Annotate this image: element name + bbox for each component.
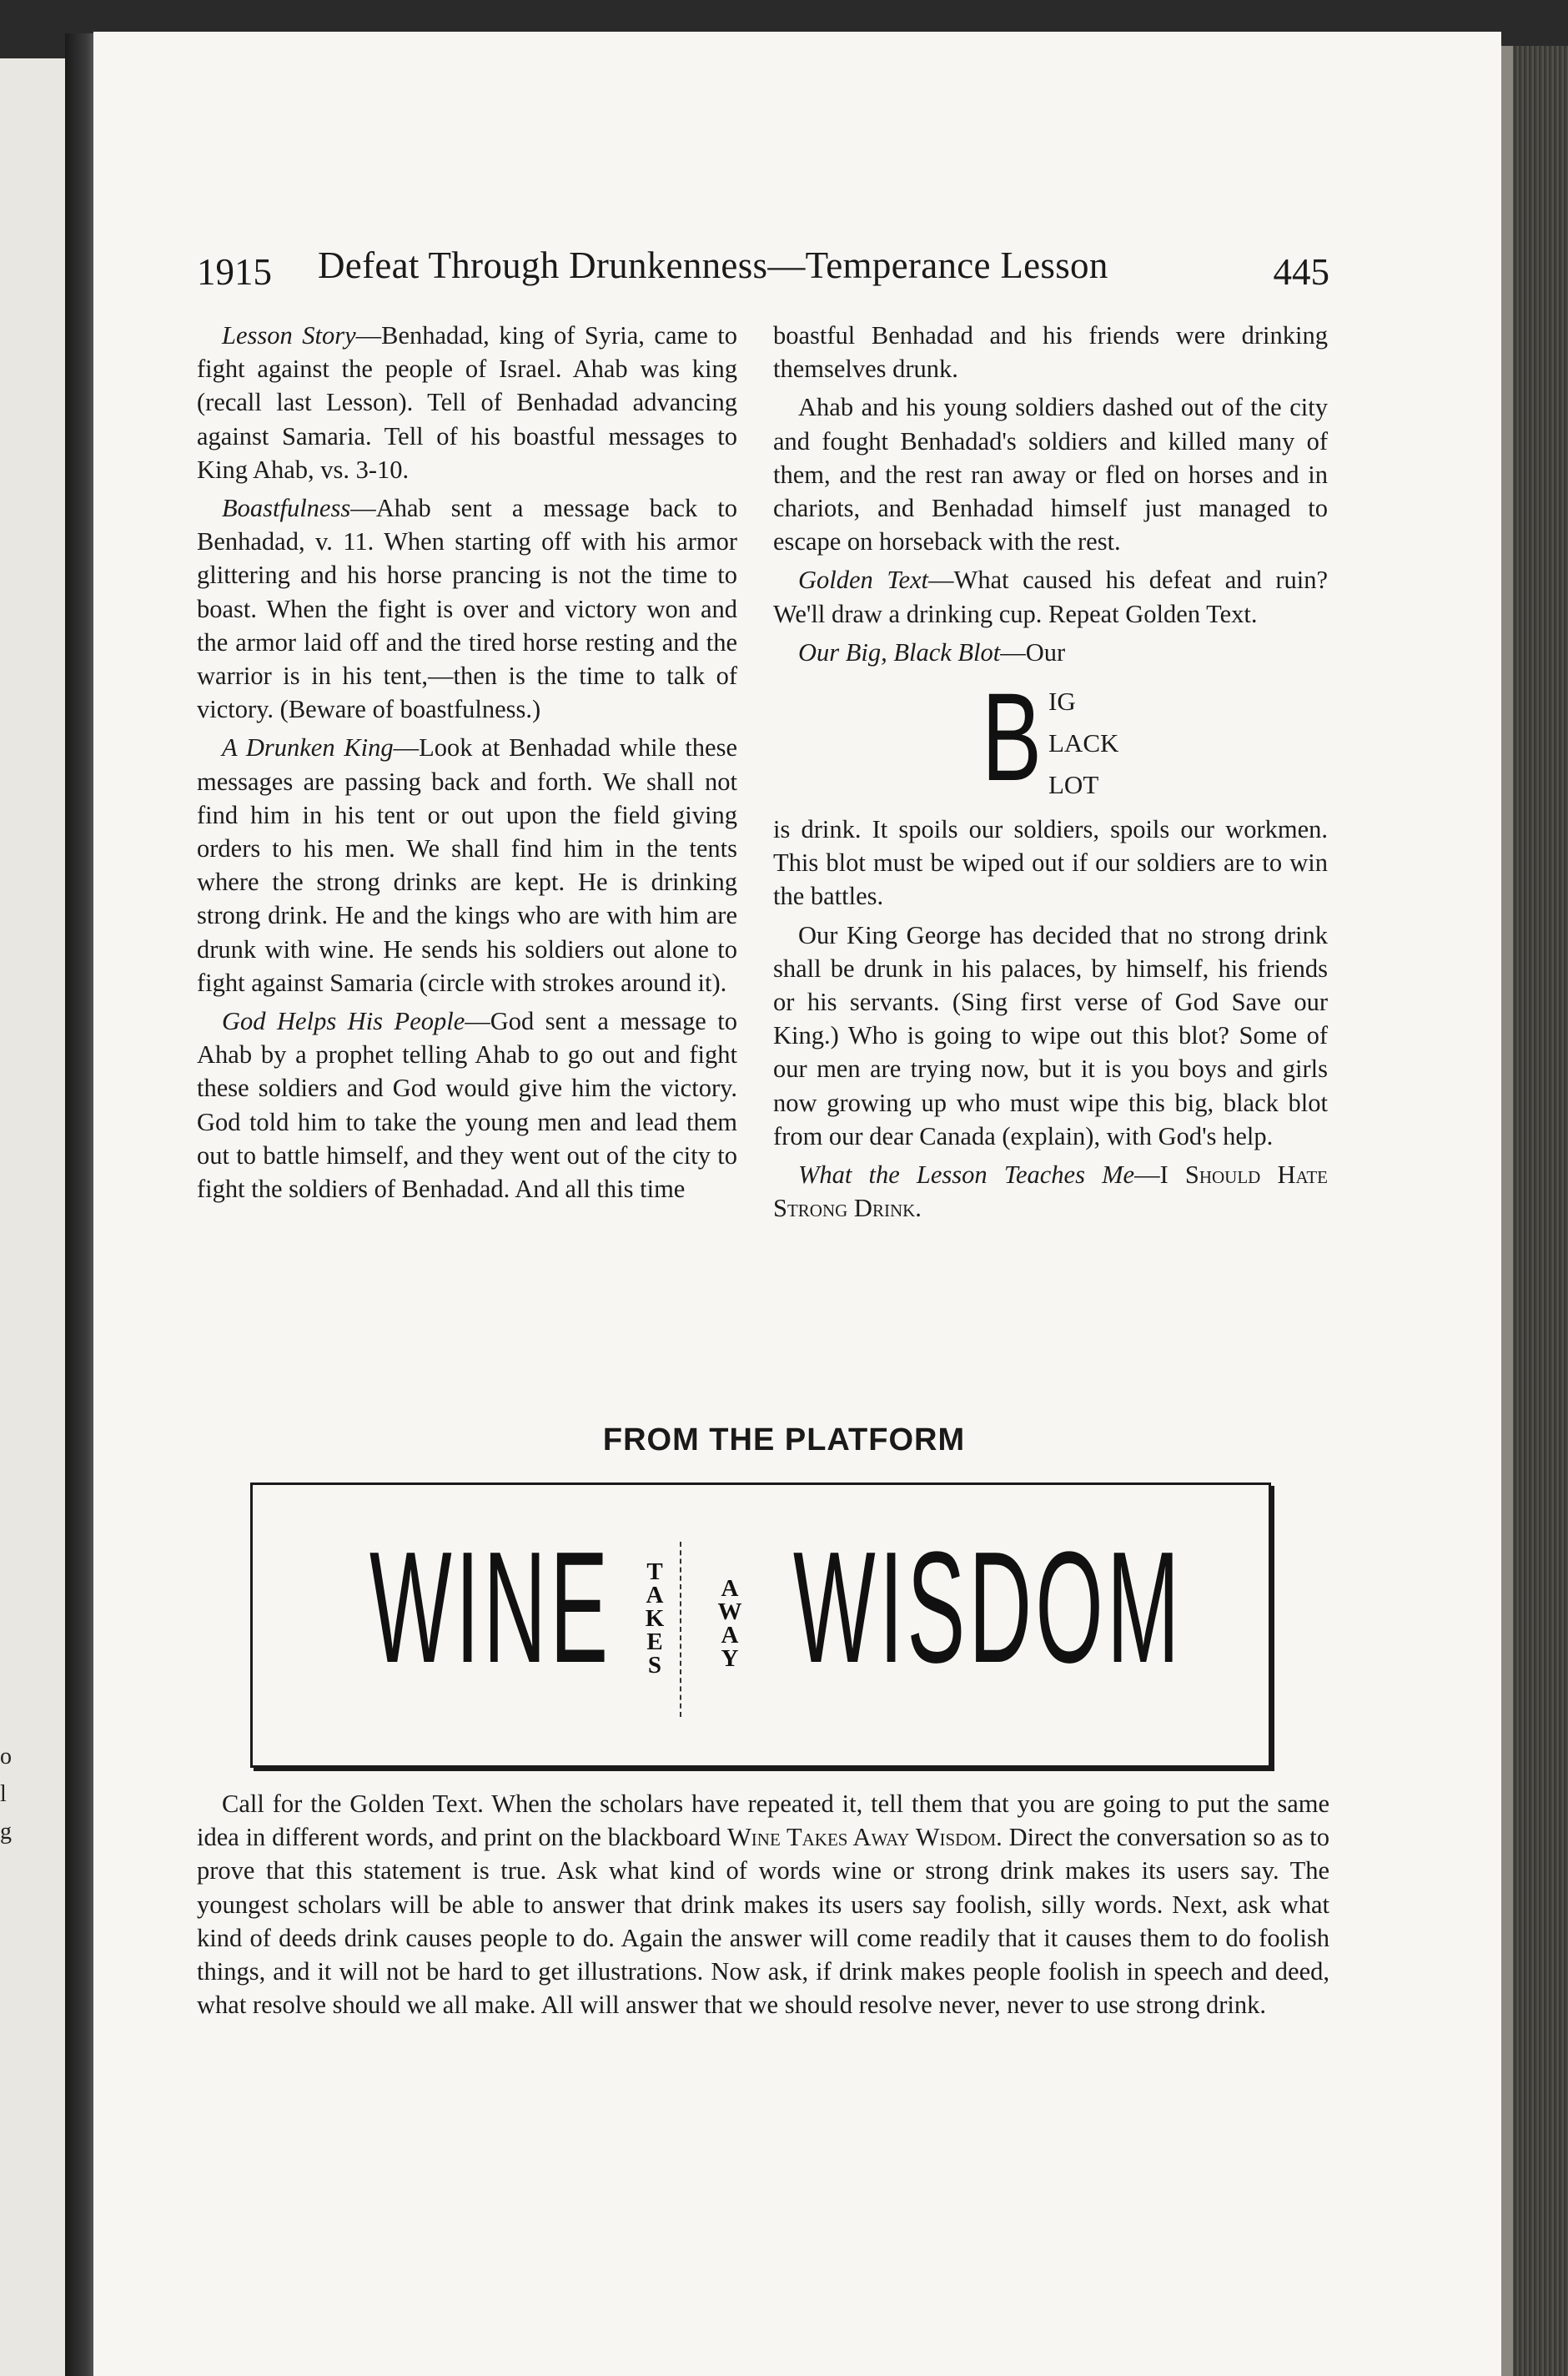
- vertical-letter: E: [646, 1628, 663, 1655]
- paragraph-blot: is drink. It spoils our soldiers, spoils our workmen. This blot must be wiped out if our soldiers are to win the battles.: [773, 815, 1328, 911]
- margin-fragment: o: [0, 1744, 12, 1769]
- bottom-paragraph: [197, 1787, 1329, 2021]
- paragraph-ahab: Ahab and his young soldiers dashed out of the city and fought Benhadad's soldiers and killed many of them, and the rest ran away or fled on horses and in chariots, and Benhadad himself just managed to escape on horseback with the rest.: [773, 393, 1328, 556]
- vertical-letter: A: [721, 1575, 739, 1602]
- platform-heading: FROM THE PLATFORM: [602, 1422, 966, 1457]
- acrostic-words: [1048, 681, 1118, 806]
- vertical-letter: K: [645, 1605, 665, 1632]
- paragraph-text: —Ahab sent a message back to Benhadad, v. 11. When starting off with his armor glittering and his horse prancing is not the time to boast. When the fight is over and victory won and the armor laid off and the tired horse resting and the warrior is in his tent,—then is the time to talk of victory. (Beware of boastfulness.): [197, 494, 737, 724]
- page-stack-highlight: [1501, 46, 1513, 2376]
- paragraph-text: —God sent a message to Ahab by a prophet telling Ahab to go out and fight these soldiers and God would give him the victory. God told him to take the young men and lead them out to battle himself, and they went out of the city to fight the soldiers of Benhadad. And all this time: [197, 1007, 738, 1204]
- acrostic-letter: B: [982, 667, 1043, 808]
- paragraph-blot-intro: [773, 636, 1328, 669]
- paragraph-lesson-teaches: [773, 1158, 1328, 1225]
- paragraph-continuation: boastful Benhadad and his friends were drinking themselves drunk.: [773, 321, 1328, 384]
- big-black-blot-acrostic: [773, 667, 1328, 808]
- acrostic-word: LOT: [1048, 770, 1099, 800]
- vertical-letter: A: [646, 1582, 664, 1608]
- blackboard-box: [250, 1482, 1271, 1768]
- dash: —: [1134, 1160, 1160, 1190]
- header-title: Defeat Through Drunkenness—Temperance Lesson: [318, 244, 1108, 286]
- paragraph-golden-text: [773, 563, 1328, 630]
- left-column: [197, 319, 737, 1211]
- page-number: 445: [1273, 251, 1329, 293]
- paragraph-boastfulness: [197, 491, 737, 726]
- paragraph-text: —Our: [1000, 637, 1066, 667]
- lead-blot: Our Big, Black Blot: [798, 637, 1001, 667]
- header-year: 1915: [197, 251, 272, 293]
- lead-boastfulness: Boastfulness: [222, 494, 351, 523]
- lead-god-helps: God Helps His People: [222, 1007, 465, 1036]
- margin-fragment: g: [0, 1819, 12, 1845]
- paragraph-text: —What caused his defeat and ruin? We'll draw a drinking cup. Repeat Golden Text.: [773, 566, 1328, 628]
- right-column: [773, 319, 1328, 1230]
- running-header: [197, 244, 1329, 294]
- vertical-letter: W: [717, 1598, 742, 1625]
- paragraph-text: —Benhadad, king of Syria, came to fight against the people of Israel. Ahab was king (recall last Lesson). Tell of Benhadad advancing against Samaria. Tell of his boastful messages to King Ahab, vs. 3-10.: [197, 321, 737, 484]
- board-vertical-away: [717, 1577, 742, 1670]
- vertical-letter: T: [646, 1558, 663, 1585]
- board-word-wisdom: WISDOM: [793, 1519, 1184, 1696]
- paragraph-text: . Direct the conversation so as to prove that this statement is true. Ask what kind of words wine or strong drink makes its users say. The youngest scholars will be able to answer that drink makes its users say foolish, silly words. Next, ask what kind of deeds drink causes people to do. Again the answer will come readily that it causes them to do foolish things, and it will not be hard to get illustrations. Now ask, if drink makes people foolish in speech and deed, what resolve should we all make. All will answer that we should resolve never, never to use strong drink.: [197, 1823, 1329, 2020]
- lesson-teaches-text: I Should Hate Strong Drink.: [773, 1160, 1328, 1223]
- paragraph-king-george: Our King George has decided that no strong drink shall be drunk in his palaces, by himself, his friends or his servants. (Sing first verse of God Save our King.) Who is going to wipe out this blot? Some of our men are trying now, but it is you boys and girls now growing up who must wipe this big, black blot from our dear Canada (explain), with God's help.: [773, 920, 1328, 1150]
- lead-golden-text: Golden Text: [798, 566, 929, 595]
- paragraph-text: Call for the Golden Text. When the scholars have repeated it, tell them that you are going to put the same idea in different words, and print on the blackboard: [197, 1790, 1329, 1852]
- blackboard-phrase: Wine Takes Away Wisdom: [727, 1823, 997, 1852]
- acrostic-word: IG: [1048, 687, 1076, 717]
- lead-lesson-teaches: What the Lesson Teaches Me: [798, 1160, 1135, 1190]
- lead-lesson-story: Lesson Story: [222, 321, 356, 350]
- vertical-letter: Y: [721, 1645, 739, 1672]
- board-dashed-divider: [680, 1542, 681, 1717]
- paragraph-call-golden-text: [197, 1787, 1329, 2021]
- lead-drunken-king: A Drunken King: [222, 733, 394, 763]
- board-word-wine: WINE: [369, 1519, 612, 1696]
- margin-fragment: l: [0, 1781, 7, 1807]
- vertical-letter: A: [721, 1622, 739, 1649]
- paragraph-text: —Look at Benhadad while these messages are passing back and forth. We shall not find him in his tent or out upon the field giving orders to his men. We shall find him in the tents where the strong drinks are kept. He is drinking strong drink. He and the kings who are with him are drunk with wine. He sends his soldiers out alone to fight against Samaria (circle with strokes around it).: [197, 733, 737, 997]
- paragraph-god-helps: [197, 1004, 737, 1206]
- paragraph-drunken-king: [197, 731, 737, 999]
- left-page-edge: [0, 58, 65, 2376]
- board-vertical-takes: [642, 1560, 667, 1677]
- vertical-letter: S: [647, 1652, 662, 1679]
- acrostic-word: LACK: [1048, 728, 1119, 758]
- paragraph-lesson-story: [197, 319, 737, 486]
